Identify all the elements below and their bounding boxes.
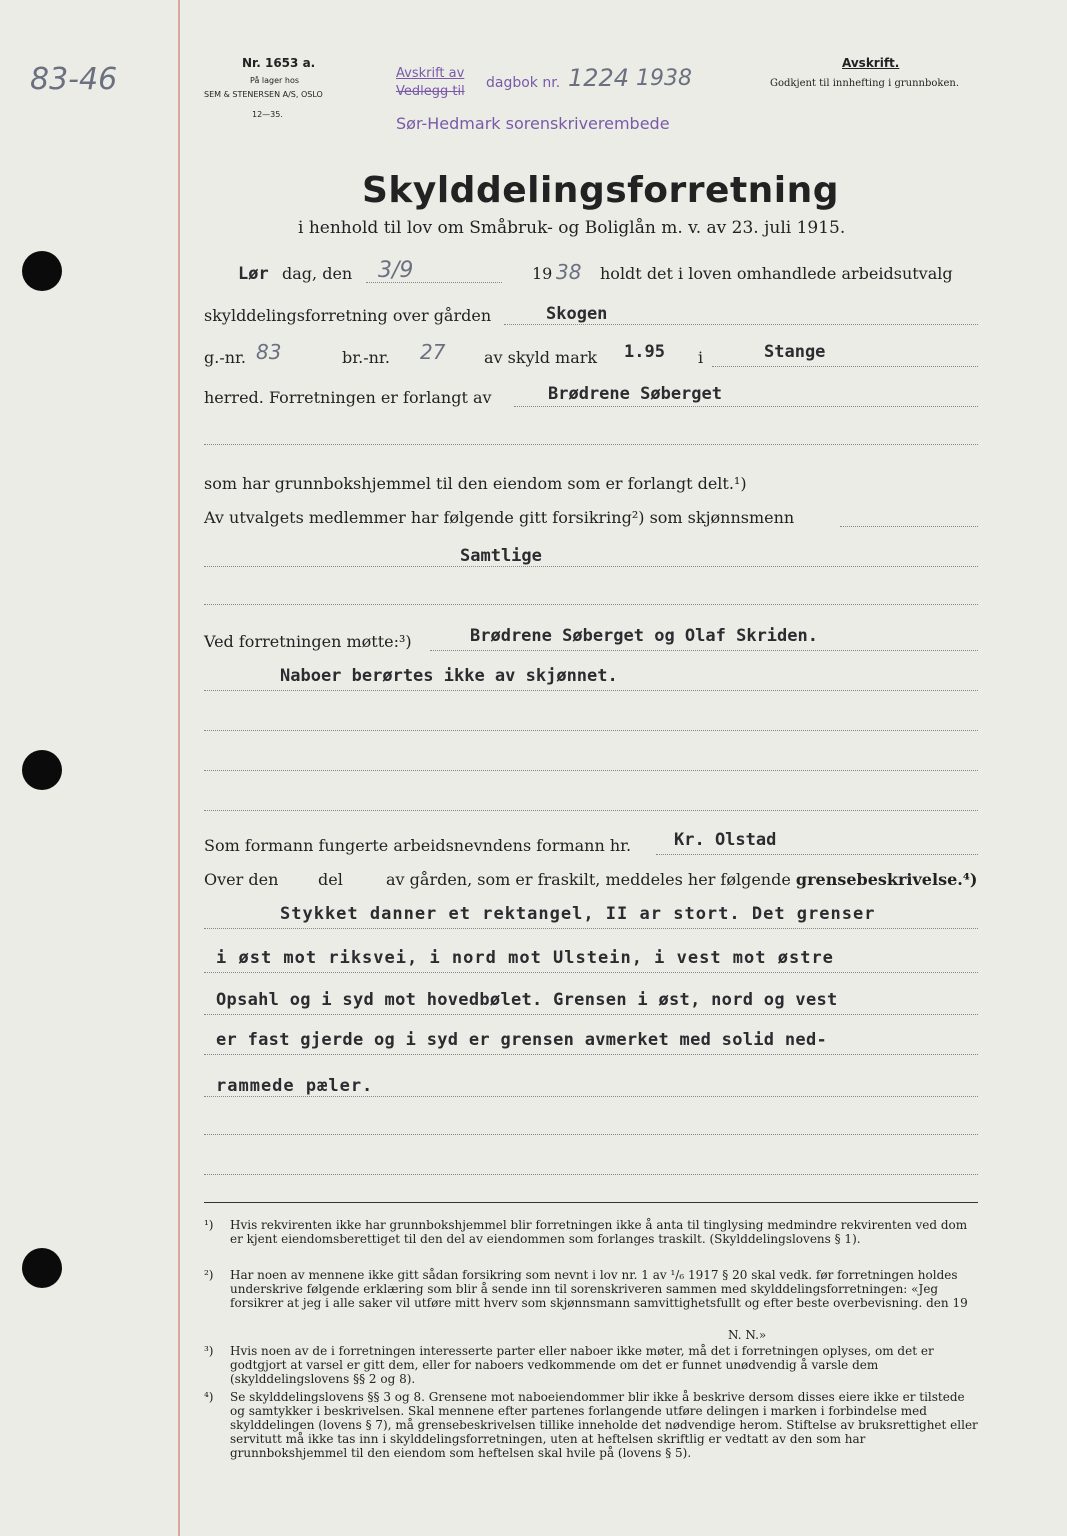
stamp-dagbok-label: dagbok nr. [486,75,561,91]
avskrift-note: Godkjent til innhefting i grunnboken. [770,78,959,89]
punch-hole [22,750,62,790]
blank-line [204,604,978,605]
mote-line [430,650,978,651]
municipality-line [712,366,978,367]
brnr-value: 27 [420,340,446,364]
year-suffix: 38 [556,260,582,284]
requested-line [514,406,978,407]
margin-case-number: 83-46 [30,62,118,97]
gnr-label: g.-nr. [204,348,247,367]
margin-rule [178,0,180,1536]
punch-hole [22,1248,62,1288]
boundary-text-line: i øst mot riksvei, i nord mot Ulstein, i vest mot østre [216,948,834,968]
skyld-label: av skyld mark [484,348,598,367]
farm-label: skylddelingsforretning over gården [204,306,492,325]
footnote-4: ⁴) Se skylddelingslovens §§ 3 og 8. Grensene mot naboeiendommer blir ikke å beskrive dersom disses eiere ikke er tilstede og samtykker i beskrivelsen. Skal mennene efter partenes forlangende utføre delingen i marken i forbindelse med skylddelingen (lovens § 7), må grensebeskrivelsen tillike inneholde det nødvendige herom. Stiftelse av bruksrettighet eller servitutt må ikke tas inn i skylddelingsforretningen, uten at heftelsen skriftlig er vedtatt av den som har grunnbokshjemmel til den eiendom som heftelsen skal hvile på (lovens § 5). [204,1390,978,1460]
document-subtitle: i henhold til lov om Småbruk- og Boliglån m. v. av 23. juli 1915. [298,218,846,238]
boundary-text-line: Opsahl og i syd mot hovedbølet. Grensen i øst, nord og vest [216,990,838,1010]
farm-line [504,324,978,325]
punch-hole [22,251,62,291]
forsikring-line-2 [204,566,978,567]
boundary-line [204,1096,978,1097]
municipality: Stange [764,342,826,362]
forsikring-line [840,526,978,527]
boundary-text-line: Stykket danner et rektangel, II ar stort. Det grenser [280,904,876,924]
blank-line [204,1134,978,1135]
i-label: i [698,348,704,367]
formann-line [656,854,978,855]
farm-name: Skogen [546,304,608,324]
footnote-1: ¹) Hvis rekvirenten ikke har grunnbokshjemmel blir forretningen ikke å anta til tinglysing medmindre rekvirenten ved dom er kjent eiendomsberettiget til den del av eiendommen som forlanges traskilt. (Skylddelingslovens § 1). [204,1218,968,1246]
publisher-line-2: SEM & STENERSEN A/S, OSLO [204,90,323,99]
footnote-rule [204,1202,978,1203]
footnote-2-signature: N. N.» [728,1328,767,1342]
grense-label: av gården, som er fraskilt, meddeles her følgende grensebeskrivelse.⁴) [386,870,978,889]
footnote-2: ²) Har noen av mennene ikke gitt sådan forsikring som nevnt i lov nr. 1 av ¹/₆ 1917 § 20 skal vedk. før forretningen holdes underskrive følgende erklæring som blir å sende inn til sorenskriveren sammen med skylddelingsforretningen: «Jeg forsikrer at jeg i alle saker vil utføre mitt hverv som skjønnsmann samvittighetsfullt og efter beste overbevisning. den 19 [204,1268,968,1310]
requested-by: Brødrene Søberget [548,384,722,404]
boundary-text-line: er fast gjerde og i syd er grensen avmerket med solid ned- [216,1030,828,1050]
form-number: Nr. 1653 a. [242,56,316,70]
boundary-line [204,1014,978,1015]
boundary-line [204,972,978,973]
blank-line [204,810,978,811]
boundary-text-line: rammede pæler. [216,1076,374,1096]
day-name: Lør [238,264,269,284]
publisher-line-1: På lager hos [250,76,299,85]
grunnbok-text: som har grunnbokshjemmel til den eiendom som er forlangt delt.¹) [204,474,747,493]
formann-value: Kr. Olstad [674,830,777,850]
mote-label: Ved forretningen møtte:³) [204,632,412,651]
forsikring-text: Av utvalgets medlemmer har følgende gitt forsikring²) som skjønnsmenn [204,508,795,527]
skyld-value: 1.95 [624,342,665,362]
naboer-value: Naboer berørtes ikke av skjønnet. [280,666,618,686]
avskrift-heading: Avskrift. [842,56,900,70]
del-label: del [318,870,343,889]
year-prefix: 19 [532,264,553,283]
formann-label: Som formann fungerte arbeidsnevndens formann hr. [204,836,632,855]
mote-value: Brødrene Søberget og Olaf Skriden. [470,626,818,646]
blank-line [204,730,978,731]
blank-line [204,1174,978,1175]
stamp-office: Sør-Hedmark sorenskriverembede [396,114,670,133]
gnr-value: 83 [256,340,282,364]
blank-line [204,770,978,771]
forsikring-value: Samtlige [460,546,542,566]
line1-tail: holdt det i loven omhandlede arbeidsutvalg [600,264,953,283]
stamp-vedlegg-til: Vedlegg til [396,84,465,99]
dagbok-number: 1224 [568,64,630,92]
dagbok-year: 1938 [636,66,692,91]
boundary-line [204,928,978,929]
form-date-code: 12—35. [252,110,283,119]
over-den-label: Over den [204,870,279,889]
blank-line [204,444,978,445]
document-title: Skylddelingsforretning [362,170,840,211]
footnote-3: ³) Hvis noen av de i forretningen interesserte parter eller naboer ikke møter, må det i forretningen oplyses, om det er godtgjort at varsel er gitt dem, eller for naboers vedkommende om det er funnet unødvendig å varsle dem (skylddelingslovens §§ 2 og 8). [204,1344,934,1386]
naboer-line [204,690,978,691]
herred-label: herred. Forretningen er forlangt av [204,388,492,407]
dag-den-label: dag, den [282,264,353,283]
stamp-avskrift-av: Avskrift av [396,66,465,81]
date-value: 3/9 [378,258,414,283]
boundary-line [204,1054,978,1055]
brnr-label: br.-nr. [342,348,390,367]
